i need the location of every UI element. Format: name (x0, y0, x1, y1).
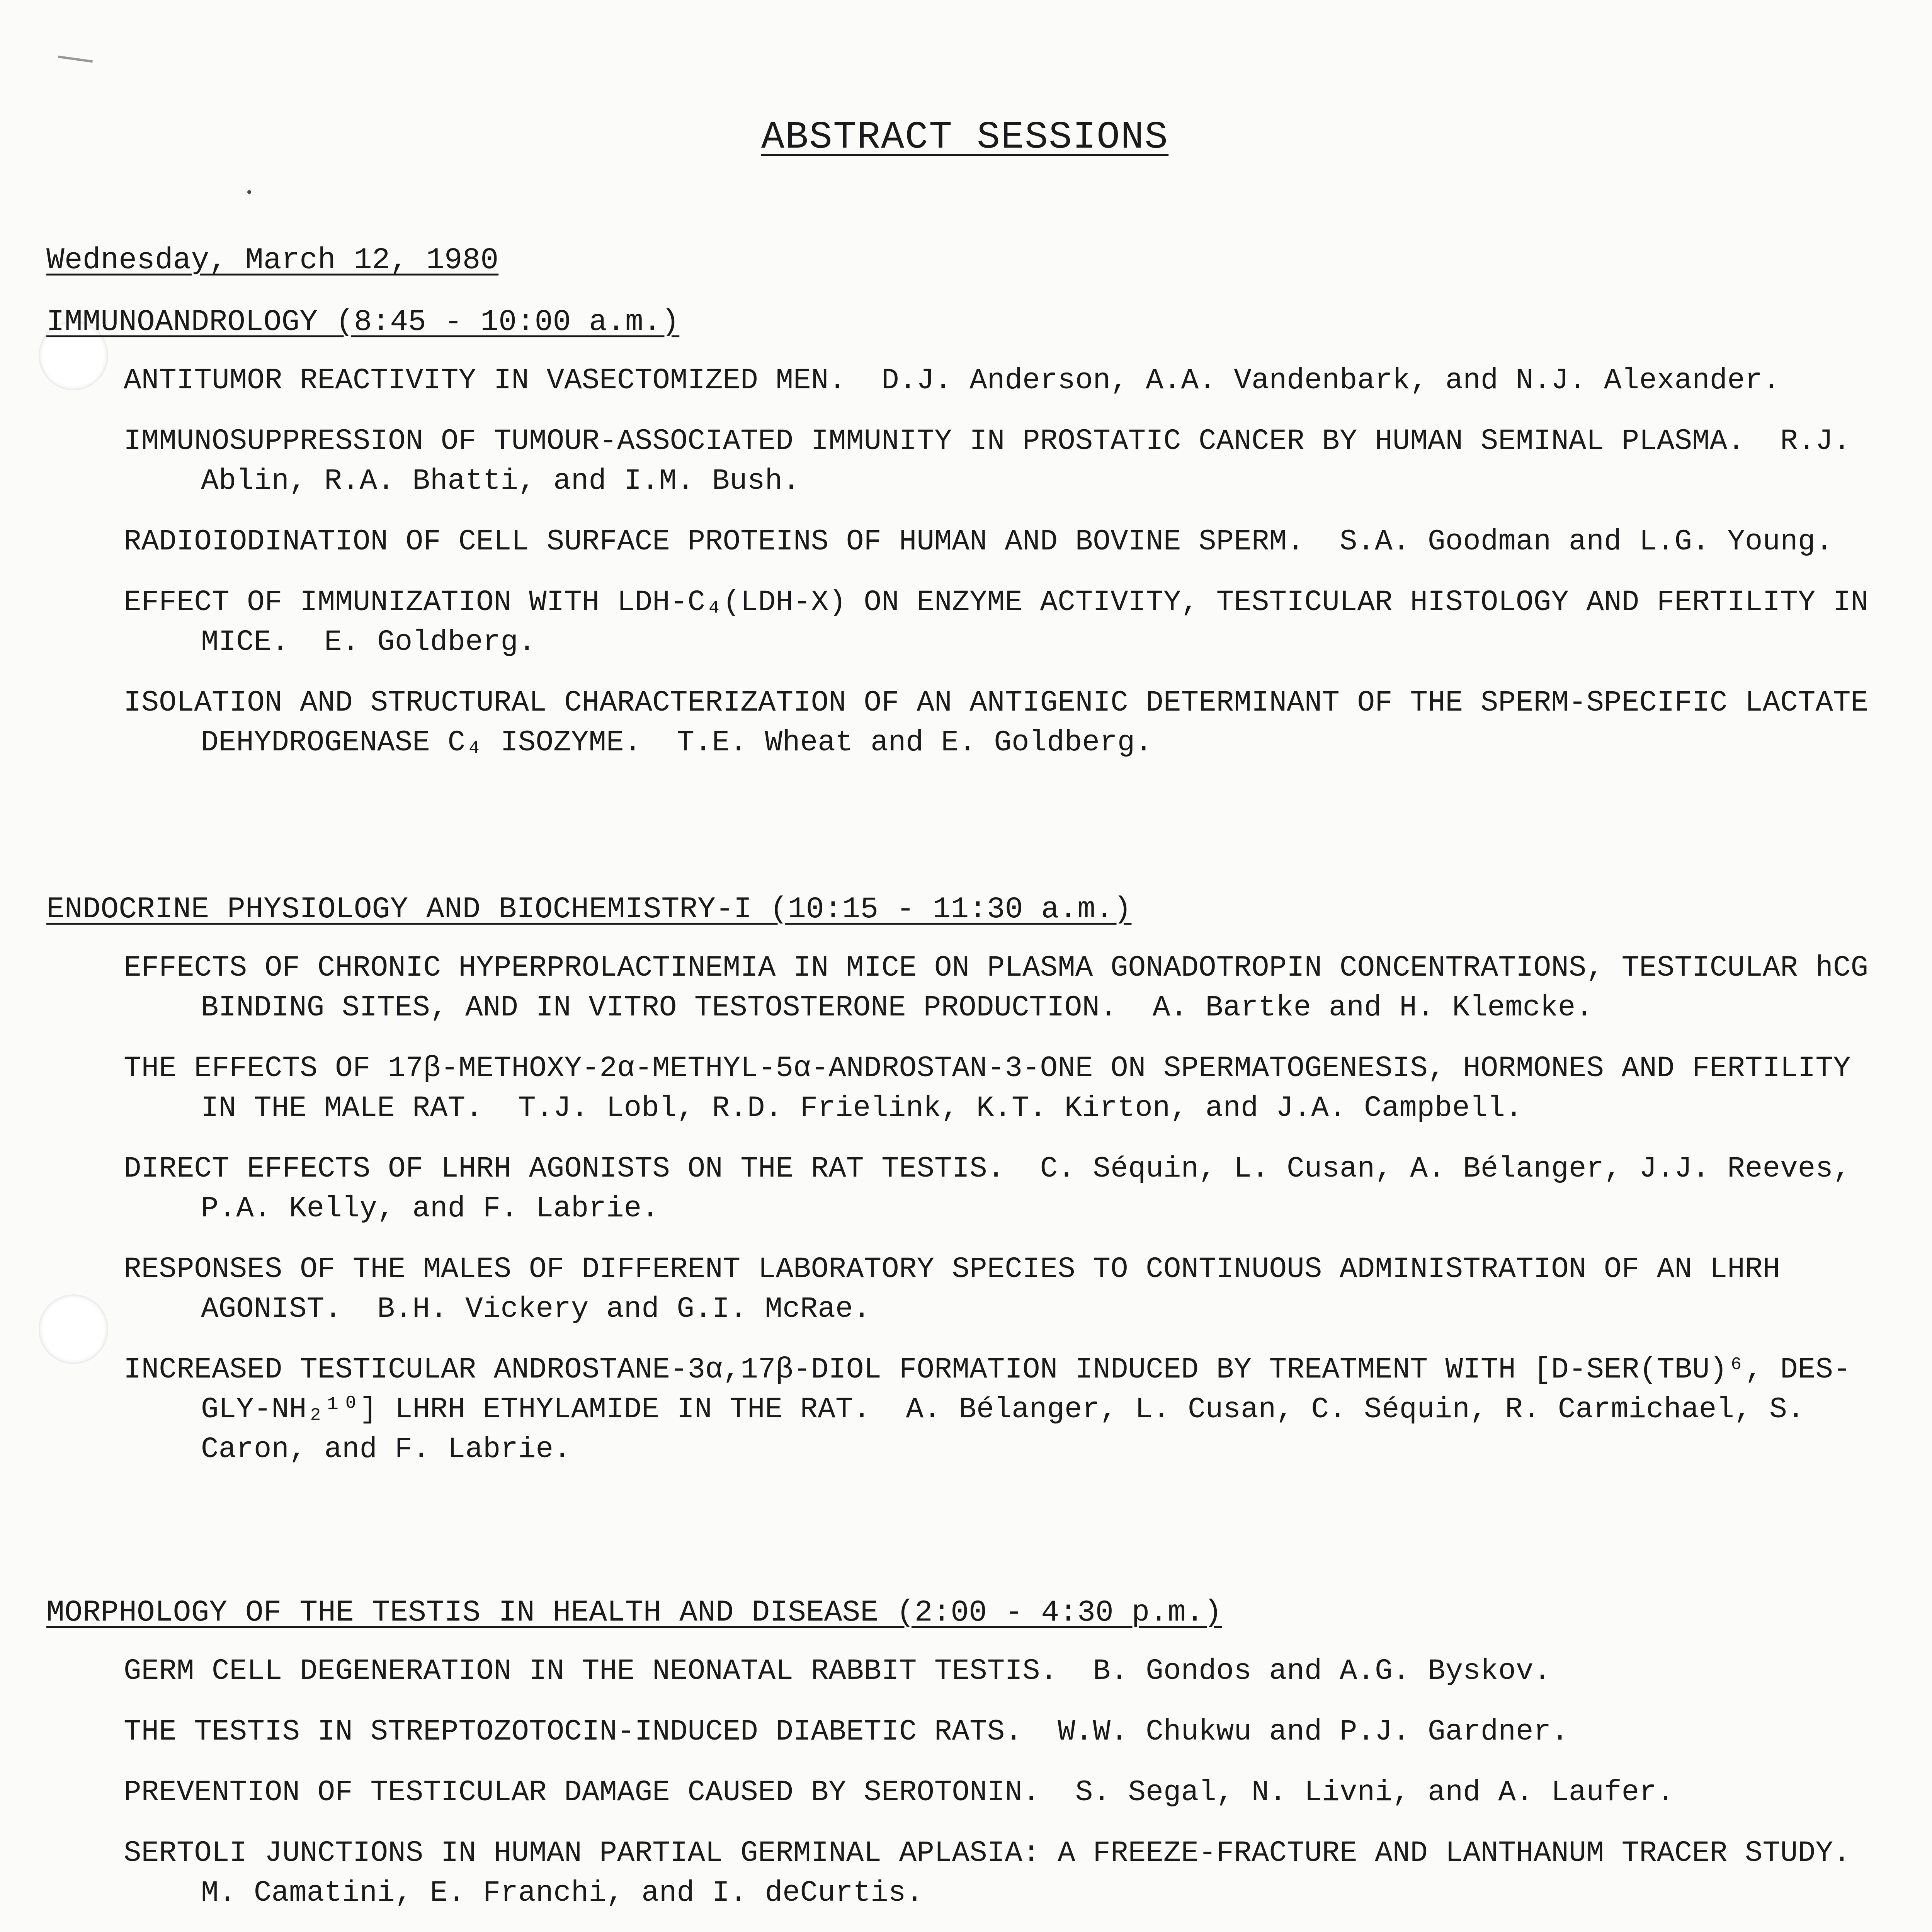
abstract-authors: W.W. Chukwu and P.J. Gardner. (1058, 1715, 1569, 1748)
abstract-entry (124, 361, 1893, 401)
session-date: Wednesday, March 12, 1980 (46, 243, 499, 277)
abstract-authors: A. Bélanger, L. Cusan, C. Séquin, R. Carmichael, S. Caron, and F. Labrie. (201, 1393, 1805, 1466)
abstract-authors: R.J. Ablin, R.A. Bhatti, and I.M. Bush. (201, 425, 1851, 498)
abstract-authors: D.J. Anderson, A.A. Vandenbark, and N.J. Alexander. (881, 364, 1781, 397)
session-heading: IMMUNOANDROLOGY (8:45 - 10:00 a.m.) (46, 305, 680, 339)
abstract-authors: S.A. Goodman and L.G. Young. (1339, 525, 1833, 558)
abstract-entry (124, 1049, 1893, 1128)
abstract-authors: B.H. Vickery and G.I. McRae. (377, 1293, 871, 1326)
abstract-title: PREVENTION OF TESTICULAR DAMAGE CAUSED BY SEROTONIN. (124, 1776, 1040, 1809)
abstract-entry (124, 1651, 1893, 1691)
abstract-title: IMMUNOSUPPRESSION OF TUMOUR-ASSOCIATED IMMUNITY IN PROSTATIC CANCER BY HUMAN SEMINAL PLASMA. (124, 425, 1745, 458)
abstract-entry (124, 948, 1893, 1028)
abstract-title: RESPONSES OF THE MALES OF DIFFERENT LABORATORY SPECIES TO CONTINUOUS ADMINISTRATION OF AN LHRH AGONIST. (124, 1253, 1781, 1326)
abstract-title: SERTOLI JUNCTIONS IN HUMAN PARTIAL GERMINAL APLASIA: A FREEZE-FRACTURE AND LANTHANUM TRACER STUDY. (124, 1837, 1851, 1870)
page-title: ABSTRACT SESSIONS (761, 116, 1169, 160)
abstract-entry (124, 683, 1893, 763)
abstract-title: THE TESTIS IN STREPTOZOTOCIN-INDUCED DIABETIC RATS. (124, 1715, 1022, 1748)
abstract-entry (124, 1712, 1893, 1752)
session-heading: MORPHOLOGY OF THE TESTIS IN HEALTH AND DISEASE (2:00 - 4:30 p.m.) (46, 1596, 1222, 1630)
abstract-authors: B. Gondos and A.G. Byskov. (1093, 1655, 1551, 1688)
session-morphology-testis (46, 1596, 1851, 1932)
pen-mark (58, 56, 93, 63)
abstract-authors: E. Goldberg. (324, 626, 536, 659)
abstract-entry (124, 1149, 1893, 1229)
abstract-title: ANTITUMOR REACTIVITY IN VASECTOMIZED MEN. (124, 364, 846, 397)
abstract-entry (124, 1773, 1893, 1813)
session-endocrine-physiology (46, 893, 1869, 1490)
abstract-title: ISOLATION AND STRUCTURAL CHARACTERIZATION OF AN ANTIGENIC DETERMINANT OF THE SPERM-SPECIFIC LACTATE DEHYDROGENASE C₄ ISOZYME. (124, 686, 1869, 759)
abstract-title: THE EFFECTS OF 17β-METHOXY-2α-METHYL-5α-ANDROSTAN-3-ONE ON SPERMATOGENESIS, HORMONES AND FERTILITY IN THE MALE RAT. (124, 1052, 1851, 1125)
abstract-title: RADIOIODINATION OF CELL SURFACE PROTEINS OF HUMAN AND BOVINE SPERM. (124, 525, 1304, 558)
abstract-entry (124, 422, 1893, 501)
abstract-title: GERM CELL DEGENERATION IN THE NEONATAL RABBIT TESTIS. (124, 1655, 1058, 1688)
abstract-entry (124, 522, 1893, 562)
abstract-authors: S. Segal, N. Livni, and A. Laufer. (1075, 1776, 1675, 1809)
abstract-entry (124, 1350, 1893, 1469)
abstract-title: INCREASED TESTICULAR ANDROSTANE-3α,17β-DIOL FORMATION INDUCED BY TREATMENT WITH [D-SER(TBU)⁶, DES-GLY-NH₂¹⁰] LHRH ETHYLAMIDE IN THE RAT. (124, 1353, 1851, 1426)
abstract-entry (124, 583, 1893, 662)
abstract-title: DIRECT EFFECTS OF LHRH AGONISTS ON THE RAT TESTIS. (124, 1152, 1005, 1185)
abstract-authors: A. Bartke and H. Klemcke. (1152, 991, 1593, 1024)
session-immunoandrology (46, 305, 1869, 784)
ink-dot (247, 190, 251, 194)
abstract-authors: T.E. Wheat and E. Goldberg. (677, 726, 1153, 759)
abstract-entry (124, 1250, 1893, 1329)
abstract-title: EFFECT OF IMMUNIZATION WITH LDH-C₄(LDH-X) ON ENZYME ACTIVITY, TESTICULAR HISTOLOGY AND FERTILITY IN MICE. (124, 586, 1869, 659)
abstract-title: EFFECTS OF CHRONIC HYPERPROLACTINEMIA IN MICE ON PLASMA GONADOTROPIN CONCENTRATIONS, TESTICULAR hCG BINDING SITES, AND IN VITRO TESTOSTERONE PRODUCTION. (124, 951, 1869, 1024)
abstract-authors: C. Séquin, L. Cusan, A. Bélanger, J.J. Reeves, P.A. Kelly, and F. Labrie. (201, 1152, 1851, 1225)
session-heading: ENDOCRINE PHYSIOLOGY AND BIOCHEMISTRY-I (10:15 - 11:30 a.m.) (46, 893, 1132, 927)
abstract-authors: M. Camatini, E. Franchi, and I. deCurtis. (201, 1876, 923, 1910)
abstract-authors: T.J. Lobl, R.D. Frielink, K.T. Kirton, and J.A. Campbell. (518, 1092, 1523, 1125)
abstract-entry (124, 1833, 1893, 1913)
